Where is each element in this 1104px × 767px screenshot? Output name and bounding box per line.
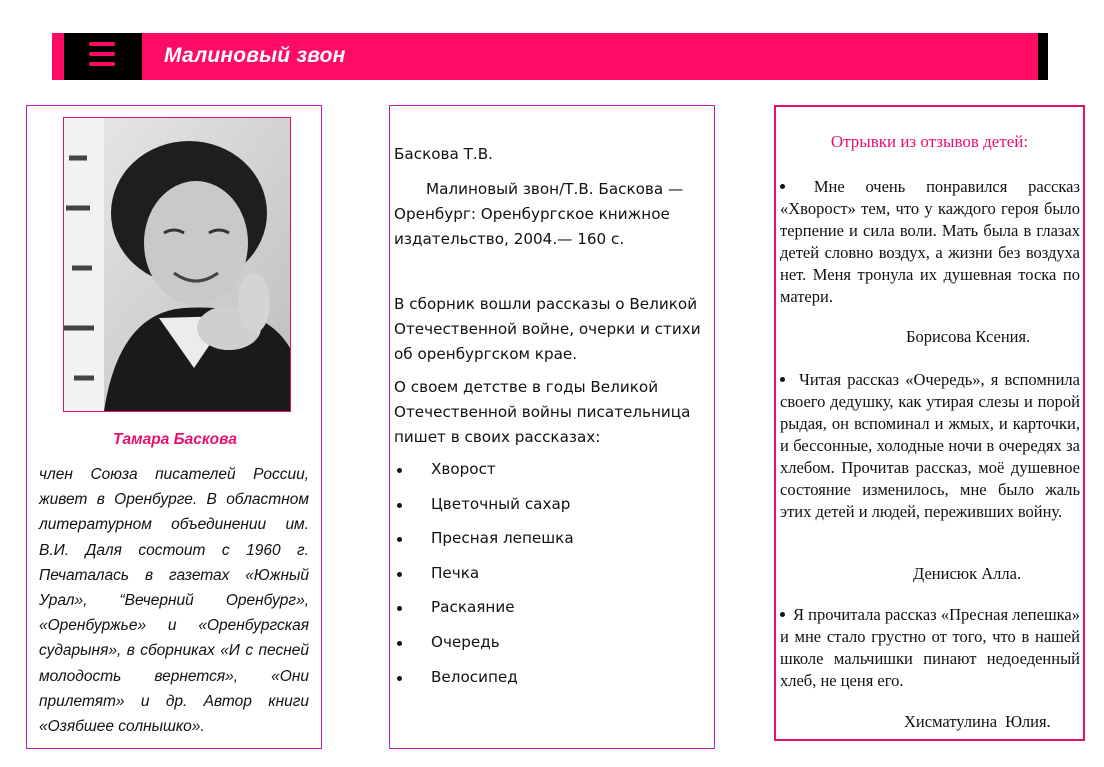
header-bar — [52, 33, 1048, 80]
list-item: Печка — [394, 561, 710, 596]
author-photo — [63, 117, 291, 412]
header-cap — [1038, 33, 1048, 80]
book-author: Баскова Т.В. — [394, 145, 493, 163]
reviews-panel — [774, 105, 1085, 741]
review-item — [780, 176, 1080, 308]
bullet-icon — [780, 184, 785, 189]
book-contents: В сборник вошли рассказы о Великой Отечественной войне, очерки и стихи об оренбургском крае. — [394, 295, 701, 363]
story-list — [394, 457, 710, 699]
list-item: Велосипед — [394, 665, 710, 700]
childhood-intro: О своем детстве в годы Великой Отечественной войны писательница пишет в своих рассказах: — [394, 378, 691, 446]
book-citation: Малиновый звон/Т.В. Баскова — Оренбург: Оренбургское книжное издательство, 2004.— 160 с. — [394, 180, 684, 248]
review-text: Читая рассказ «Очередь», я вспомнила своего дедушку, как утирая слезы и порой рыдая, он вспоминал и жмых, и карточки, и бессонные, холодные ночи в очередях за хлебом. Прочитав рассказ, моё душевное состояние изменилось, мне было жаль этих детей и людей, переживших войну. — [780, 370, 1080, 521]
book-panel — [389, 105, 715, 749]
menu-button[interactable] — [64, 33, 142, 80]
bullet-icon — [780, 377, 785, 382]
list-item: Хворост — [394, 457, 710, 492]
bullet-icon — [780, 612, 785, 617]
list-item: Раскаяние — [394, 595, 710, 630]
review-item — [780, 604, 1080, 692]
author-portrait-image — [64, 118, 290, 411]
review-author: Борисова Ксения. — [906, 327, 1031, 346]
author-bio: член Союза писателей России, живет в Оренбурге. В областном литературном объединении им. В.И. Даля состоит с 1960 г. Печаталась в газетах «Южный Урал», “Вечерний Оренбург», «Оренбуржье» и «Оренбургская сударыня», в сборниках «И с песней молодость вернется», «Они прилетят» и др. Автор книги «Озябшее солнышко». — [39, 466, 309, 736]
review-text: Мне очень понравился рассказ «Хворост» тем, что у каждого героя было терпение и сила воли. Мать была в глазах детей словно воздух, а жизни без воздуха нет. Меня тронула их душевная тоска по матери. — [780, 177, 1080, 306]
list-item: Цветочный сахар — [394, 492, 710, 527]
list-item: Пресная лепешка — [394, 526, 710, 561]
review-author: Хисматулина Юлия. — [904, 712, 1051, 731]
page-title: Малиновый звон — [164, 44, 346, 67]
review-text: Я прочитала рассказ «Пресная лепешка» и мне стало грустно от того, что в нашей школе мальчишки пинают недоеденный хлеб, не ценя его. — [780, 605, 1080, 690]
review-item — [780, 369, 1080, 523]
review-author: Денисюк Алла. — [913, 564, 1022, 583]
list-item: Очередь — [394, 630, 710, 665]
author-panel — [26, 105, 322, 749]
hamburger-menu-icon[interactable] — [89, 42, 115, 66]
author-name: Тамара Баскова — [113, 431, 237, 448]
reviews-title: Отрывки из отзывов детей: — [830, 132, 1029, 151]
